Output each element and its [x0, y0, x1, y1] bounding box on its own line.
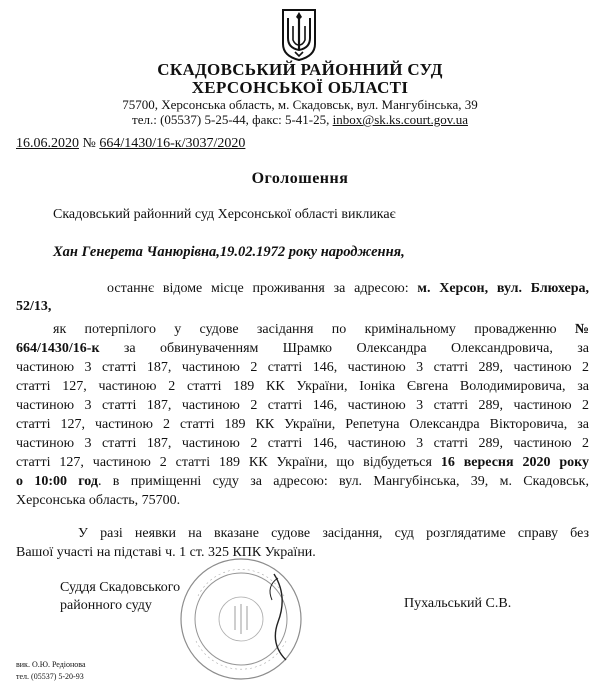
intro-text: Скадовський районний суд Херсонської області викликає [53, 207, 396, 222]
paragraph-line-8-text: статті 127, частиною 2 статті 189 КК України, що відбудеться [16, 455, 441, 470]
judge-name: Пухальський С.В. [404, 596, 512, 611]
address-label: останнє відоме місце проживання за адресою: [107, 281, 418, 296]
address-value: м. Херсон, вул. Блюхера, [417, 281, 589, 296]
paragraph-line-5: частиною 3 статті 187, частиною 2 статті 146, частиною 3 статті 289, частиною 2 [16, 398, 589, 413]
paragraph-line-9-text: . в приміщенні суду за адресою: вул. Мангубінська, 39, м. Скадовськ, [97, 474, 589, 489]
contacts-phone-fax: тел.: (05537) 5-25-44, факс: 5-41-25, [132, 112, 333, 127]
paragraph-line-2 [16, 341, 589, 357]
registration-number-prefix: № [79, 136, 100, 151]
paragraph-line-8 [16, 455, 589, 471]
registration-date: 16.06.2020 [16, 136, 79, 151]
registration-case-number: 664/1430/16-к/3037/2020 [99, 136, 246, 151]
document-title: Оголошення [251, 170, 349, 187]
paragraph-line-2-text: за обвинуваченням Шрамко Олександра Олександровича, за [99, 341, 589, 356]
case-number: 664/1430/16-к [16, 341, 100, 356]
executor-name: вик. О.Ю. Редіонова [16, 660, 86, 669]
paragraph-line-1 [53, 322, 589, 338]
paragraph-line-3: частиною 3 статті 187, частиною 2 статті 146, частиною 3 статті 289, частиною 2 [16, 360, 589, 375]
address-line-2: 52/13, [16, 299, 52, 314]
paragraph-line-4: статті 127, частиною 2 статті 189 КК України, Іоніка Євгена Володимировича, за [16, 379, 589, 394]
court-seal-stamp-icon [178, 556, 304, 682]
court-address: 75700, Херсонська область, м. Скадовськ, вул. Мангубінська, 39 [122, 97, 478, 112]
paragraph-line-9 [16, 474, 589, 490]
executor-phone: тел. (05537) 5-20-93 [16, 672, 84, 681]
paragraph-line-1-text: як потерпілого у судове засідання по кримінальному провадженню [53, 322, 575, 337]
paragraph-line-1-number-sign: № [574, 322, 589, 337]
paragraph-line-6: статті 127, частиною 2 статті 189 КК України, Репетуна Олександра Вікторовича, за [16, 417, 589, 432]
warning-line-2: Вашої участі на підставі ч. 1 ст. 325 КПК України. [16, 545, 316, 560]
court-name-line1: СКАДОВСЬКИЙ РАЙОННИЙ СУД [157, 60, 443, 79]
contacts-email: inbox@sk.ks.court.gov.ua [332, 112, 468, 127]
judge-title-line-1: Суддя Скадовського [60, 580, 181, 595]
warning-line-1: У разі неявки на вказане судове засідання, суд розглядатиме справу без [78, 526, 589, 541]
address-line-1 [107, 281, 589, 297]
registration-number [16, 136, 245, 152]
paragraph-line-10: Херсонська область, 75700. [16, 493, 181, 508]
hearing-time: о 10:00 год [16, 474, 98, 489]
paragraph-line-7: частиною 3 статті 187, частиною 2 статті 146, частиною 3 статті 289, частиною 2 [16, 436, 589, 451]
court-contacts [0, 112, 600, 128]
court-name-line2: ХЕРСОНСЬКОЇ ОБЛАСТІ [191, 78, 409, 97]
trident-emblem-icon [279, 6, 319, 62]
hearing-date: 16 вересня 2020 року [440, 455, 589, 470]
judge-title-line-2: районного суду [60, 598, 152, 613]
summoned-person: Хан Генерета Чанюрівна,19.02.1972 року народження, [53, 244, 405, 260]
